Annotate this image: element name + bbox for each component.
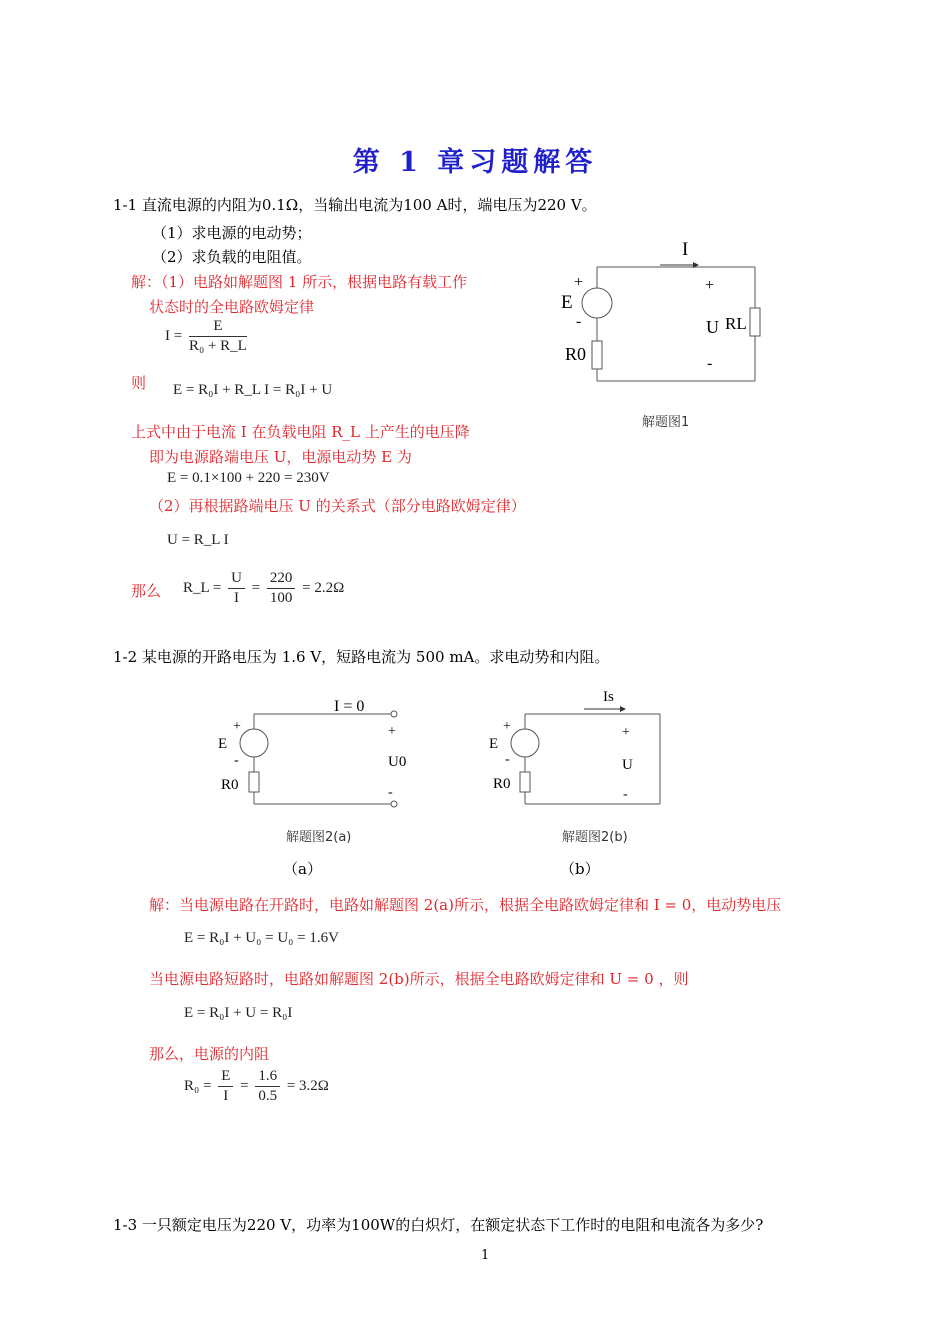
solution-1-2-line1: 解：当电源电路在开路时，电路如解题图 2(a)所示，根据全电路欧姆定律和 I = 0，电动势电压 — [149, 896, 782, 914]
eq1-numerator: E — [189, 318, 247, 337]
fig1-label-plus-source: + — [574, 274, 584, 291]
eq3-frac2-num: 1.6 — [255, 1068, 280, 1087]
eq1-lhs: I = — [165, 327, 183, 344]
circuit-figure-2a — [210, 692, 410, 812]
fig2a-label-U0: U0 — [388, 754, 407, 770]
fig2a-plus-source: + — [233, 719, 241, 734]
eq1-denominator: R₀ + R_L — [188, 338, 247, 354]
figure-2a-label: （a） — [283, 860, 322, 878]
equation-1-1-emf-value: E = 0.1×100 + 220 = 230V — [167, 470, 330, 486]
problem-1-1-sub2: （2）求负载的电阻值。 — [152, 248, 312, 266]
eq3-frac1-num: E — [218, 1068, 233, 1087]
problem-1-1-sub1: （1）求电源的电动势； — [152, 224, 312, 242]
fig2b-plus-source: + — [503, 719, 511, 734]
eq5-frac2-num: 220 — [267, 570, 296, 589]
fig2a-label-I0: I = 0 — [334, 698, 365, 715]
fig2b-plus-terminal: + — [622, 725, 630, 740]
equation-1-1-ohm: U = R_L I — [167, 532, 229, 548]
problem-1-3-question: 1-3 一只额定电压为220 V，功率为100W的白炽灯，在额定状态下工作时的电阻和电流各为多少? — [113, 1216, 764, 1234]
circuit-figure-2b — [480, 684, 680, 814]
solution-1-2-line3: 那么，电源的内阻 — [149, 1045, 270, 1063]
problem-1-1-question: 1-1 直流电源的内阻为0.1Ω，当输出电流为100 A时，端电压为220 V。 — [113, 196, 597, 214]
fig1-label-minus-source: - — [576, 313, 582, 330]
figure-1-caption: 解题图1 — [642, 415, 690, 430]
equation-1-1-current — [165, 318, 250, 355]
page-number: 1 — [481, 1248, 490, 1263]
equation-1-2-short: E = R₀I + U = R₀I — [184, 1005, 293, 1021]
eq5-lhs: R_L = — [183, 579, 222, 596]
fig2b-label-U: U — [622, 757, 633, 773]
fig2b-label-E: E — [489, 736, 499, 752]
figure-2b-caption: 解题图2(b) — [562, 830, 628, 845]
circuit-figure-1 — [555, 235, 785, 385]
fig1-label-U: U — [706, 317, 719, 337]
eq5-result: = 2.2Ω — [302, 579, 345, 596]
eq5-frac1-den: I — [234, 590, 239, 606]
equation-1-2-open: E = R₀I + U₀ = U₀ = 1.6V — [184, 930, 339, 946]
fig1-label-E: E — [561, 292, 573, 313]
solution-1-1-text5: （2）再根据路端电压 U 的关系式（部分电路欧姆定律） — [149, 497, 526, 515]
solution-1-1-text3: 上式中由于电流 I 在负载电阻 R_L 上产生的电压降 — [131, 423, 470, 441]
figure-2a-caption: 解题图2(a) — [286, 830, 352, 845]
equation-1-1-load: R_L = $\frac{U}{I}$ = $\frac{220}{100}$ = 2.2Ω — [183, 570, 345, 606]
solution-1-1-line1: 解：（1）电路如解题图 1 所示，根据电路有载工作 — [131, 273, 468, 291]
figure-2b-label: （b） — [560, 860, 600, 878]
fig1-label-minus-load: - — [707, 355, 713, 372]
solution-1-1-line2: 状态时的全电路欧姆定律 — [149, 298, 315, 316]
fig2b-minus-terminal: - — [623, 787, 628, 802]
fig2b-label-R0: R0 — [493, 776, 511, 792]
eq3-lhs: R₀ = — [184, 1077, 212, 1094]
eq5-frac2-den: 100 — [269, 590, 293, 606]
fig1-label-I: I — [682, 239, 689, 260]
fig1-label-plus-load: + — [705, 277, 715, 294]
fig2a-minus-source: - — [234, 753, 239, 768]
fig2a-label-E: E — [218, 736, 228, 752]
fig2b-minus-source: - — [505, 752, 510, 767]
page-title: 第 1 章习题解答 — [352, 147, 598, 178]
fig2b-label-Is: Is — [603, 689, 614, 705]
eq3-frac1-den: I — [223, 1088, 229, 1104]
fig1-label-R0: R0 — [565, 344, 587, 364]
eq3-result: = 3.2Ω — [286, 1077, 329, 1094]
fig2a-minus-terminal: - — [388, 785, 393, 800]
eq3-frac2-den: 0.5 — [258, 1088, 278, 1104]
problem-1-2-question: 1-2 某电源的开路电压为 1.6 V，短路电流为 500 mA。求电动势和内阻。 — [113, 648, 610, 666]
then2-label: 那么 — [131, 582, 162, 600]
fig2a-label-R0: R0 — [221, 777, 239, 793]
fig2a-plus-terminal: + — [388, 724, 396, 739]
equation-1-2-resistance: R₀ = $\frac{E}{I}$ = $\frac{1.6}{0.5}$ = 3.2Ω — [184, 1068, 329, 1104]
eq5-frac1-num: U — [228, 570, 245, 589]
then-label: 则 — [131, 374, 147, 392]
equation-1-1-emf: E = R₀I + R_L I = R₀I + U — [173, 382, 333, 398]
solution-1-2-line2: 当电源电路短路时，电路如解题图 2(b)所示，根据全电路欧姆定律和 U = 0 ，则 — [149, 970, 689, 988]
solution-1-1-text4: 即为电源路端电压 U，电源电动势 E 为 — [149, 448, 412, 466]
fig1-label-RL: RL — [725, 314, 747, 333]
